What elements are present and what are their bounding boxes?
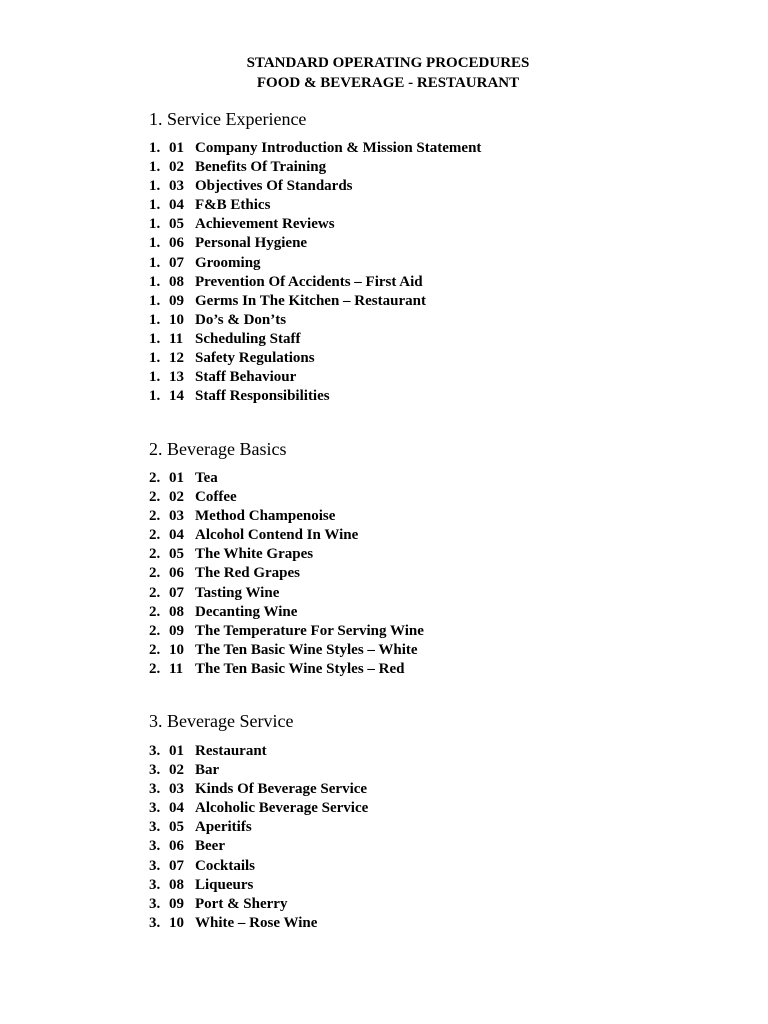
item-label: Safety Regulations bbox=[195, 350, 315, 367]
item-label: Cocktails bbox=[195, 857, 255, 874]
section-title: 2. Beverage Basics bbox=[149, 439, 287, 459]
list-item bbox=[149, 469, 709, 488]
item-number: 1. 14 bbox=[149, 388, 184, 405]
list-item bbox=[149, 254, 709, 273]
item-number: 1. 10 bbox=[149, 311, 184, 328]
item-label: Scheduling Staff bbox=[195, 330, 301, 347]
section-item-list bbox=[149, 139, 709, 406]
item-label: Company Introduction & Mission Statement bbox=[195, 140, 482, 156]
item-number: 1. 11 bbox=[149, 330, 184, 347]
section-beverage-service bbox=[149, 710, 709, 933]
item-label: The Red Grapes bbox=[195, 565, 300, 582]
item-label: Objectives Of Standards bbox=[195, 178, 353, 195]
list-item bbox=[149, 311, 709, 330]
header-title-line2: FOOD & BEVERAGE - RESTAURANT bbox=[256, 75, 520, 91]
item-number: 1. 02 bbox=[149, 159, 184, 176]
section-title: 3. Beverage Service bbox=[149, 711, 294, 731]
list-item bbox=[149, 545, 709, 564]
item-label: Achievement Reviews bbox=[195, 216, 335, 233]
section-item-list bbox=[149, 469, 709, 679]
item-label: Staff Behaviour bbox=[195, 369, 297, 386]
item-number: 1. 03 bbox=[149, 178, 184, 195]
item-label: Personal Hygiene bbox=[195, 235, 308, 252]
item-number: 3. 02 bbox=[149, 762, 184, 779]
list-item bbox=[149, 368, 709, 387]
list-item bbox=[149, 564, 709, 583]
section-beverage-basics bbox=[149, 438, 709, 679]
item-number: 1. 09 bbox=[149, 292, 184, 309]
item-label: F&B Ethics bbox=[195, 197, 271, 214]
item-label: The Ten Basic Wine Styles – White bbox=[195, 641, 418, 658]
item-label: Restaurant bbox=[195, 743, 267, 759]
item-number: 3. 04 bbox=[149, 800, 184, 817]
list-item bbox=[149, 761, 709, 780]
item-label: Kinds Of Beverage Service bbox=[195, 781, 368, 798]
list-item bbox=[149, 603, 709, 622]
list-item bbox=[149, 584, 709, 603]
item-label: Prevention Of Accidents – First Aid bbox=[195, 273, 423, 290]
item-label: Aperitifs bbox=[195, 819, 252, 836]
item-label: Alcoholic Beverage Service bbox=[195, 800, 369, 817]
section-service-experience bbox=[149, 108, 709, 406]
item-number: 3. 08 bbox=[149, 876, 184, 893]
list-item bbox=[149, 622, 709, 641]
item-label: The Ten Basic Wine Styles – Red bbox=[195, 660, 405, 677]
list-item bbox=[149, 234, 709, 253]
item-label: Tea bbox=[195, 470, 218, 486]
item-number: 3. 03 bbox=[149, 781, 184, 798]
item-number: 1. 05 bbox=[149, 216, 184, 233]
item-label: Port & Sherry bbox=[195, 895, 288, 912]
item-number: 2. 05 bbox=[149, 546, 184, 563]
item-number: 1. 04 bbox=[149, 197, 184, 214]
item-label: Grooming bbox=[195, 254, 261, 271]
list-item bbox=[149, 387, 709, 406]
list-item bbox=[149, 526, 709, 545]
section-title: 1. Service Experience bbox=[149, 109, 307, 129]
list-item bbox=[149, 799, 709, 818]
item-number: 1. 13 bbox=[149, 369, 184, 386]
item-label: Decanting Wine bbox=[195, 603, 298, 620]
list-item bbox=[149, 139, 709, 158]
item-number: 3. 05 bbox=[149, 819, 184, 836]
item-label: Coffee bbox=[195, 489, 237, 506]
list-item bbox=[149, 158, 709, 177]
list-item bbox=[149, 330, 709, 349]
item-label: The White Grapes bbox=[195, 546, 314, 563]
item-label: Staff Responsibilities bbox=[195, 388, 330, 405]
item-number: 2. 08 bbox=[149, 603, 184, 620]
item-number: 1. 01 bbox=[149, 140, 184, 156]
item-label: Bar bbox=[195, 762, 220, 779]
list-item bbox=[149, 292, 709, 311]
item-number: 2. 09 bbox=[149, 622, 184, 639]
list-item bbox=[149, 895, 709, 914]
item-number: 2. 01 bbox=[149, 470, 184, 486]
item-number: 3. 01 bbox=[149, 743, 184, 759]
item-label: Benefits Of Training bbox=[195, 159, 327, 176]
list-item bbox=[149, 215, 709, 234]
item-number: 2. 02 bbox=[149, 489, 184, 506]
item-label: White – Rose Wine bbox=[195, 914, 318, 931]
item-number: 2. 03 bbox=[149, 508, 184, 525]
header-title-line1: STANDARD OPERATING PROCEDURES bbox=[246, 55, 530, 71]
item-number: 2. 07 bbox=[149, 584, 184, 601]
list-item bbox=[149, 837, 709, 856]
item-label: Liqueurs bbox=[195, 876, 254, 893]
list-item bbox=[149, 273, 709, 292]
item-number: 3. 09 bbox=[149, 895, 184, 912]
document-header bbox=[0, 53, 768, 93]
list-item bbox=[149, 914, 709, 933]
item-number: 1. 12 bbox=[149, 350, 184, 367]
list-item bbox=[149, 857, 709, 876]
list-item bbox=[149, 507, 709, 526]
list-item bbox=[149, 818, 709, 837]
list-item bbox=[149, 196, 709, 215]
item-label: Germs In The Kitchen – Restaurant bbox=[195, 292, 426, 309]
list-item bbox=[149, 780, 709, 799]
list-item bbox=[149, 349, 709, 368]
list-item bbox=[149, 641, 709, 660]
item-number: 1. 06 bbox=[149, 235, 184, 252]
item-label: Tasting Wine bbox=[195, 584, 280, 601]
item-number: 1. 08 bbox=[149, 273, 184, 290]
item-label: Alcohol Contend In Wine bbox=[195, 527, 359, 544]
item-number: 2. 11 bbox=[149, 660, 184, 677]
item-label: Method Champenoise bbox=[195, 508, 336, 525]
item-number: 3. 10 bbox=[149, 914, 184, 931]
list-item bbox=[149, 177, 709, 196]
item-label: The Temperature For Serving Wine bbox=[195, 622, 424, 639]
item-number: 2. 04 bbox=[149, 527, 184, 544]
list-item bbox=[149, 488, 709, 507]
item-number: 2. 06 bbox=[149, 565, 184, 582]
list-item bbox=[149, 876, 709, 895]
item-number: 1. 07 bbox=[149, 254, 184, 271]
item-number: 3. 07 bbox=[149, 857, 184, 874]
item-number: 3. 06 bbox=[149, 838, 184, 855]
list-item bbox=[149, 742, 709, 761]
item-label: Do’s & Don’ts bbox=[195, 311, 287, 328]
item-number: 2. 10 bbox=[149, 641, 184, 658]
list-item bbox=[149, 660, 709, 679]
section-item-list bbox=[149, 742, 709, 933]
item-label: Beer bbox=[195, 838, 225, 855]
